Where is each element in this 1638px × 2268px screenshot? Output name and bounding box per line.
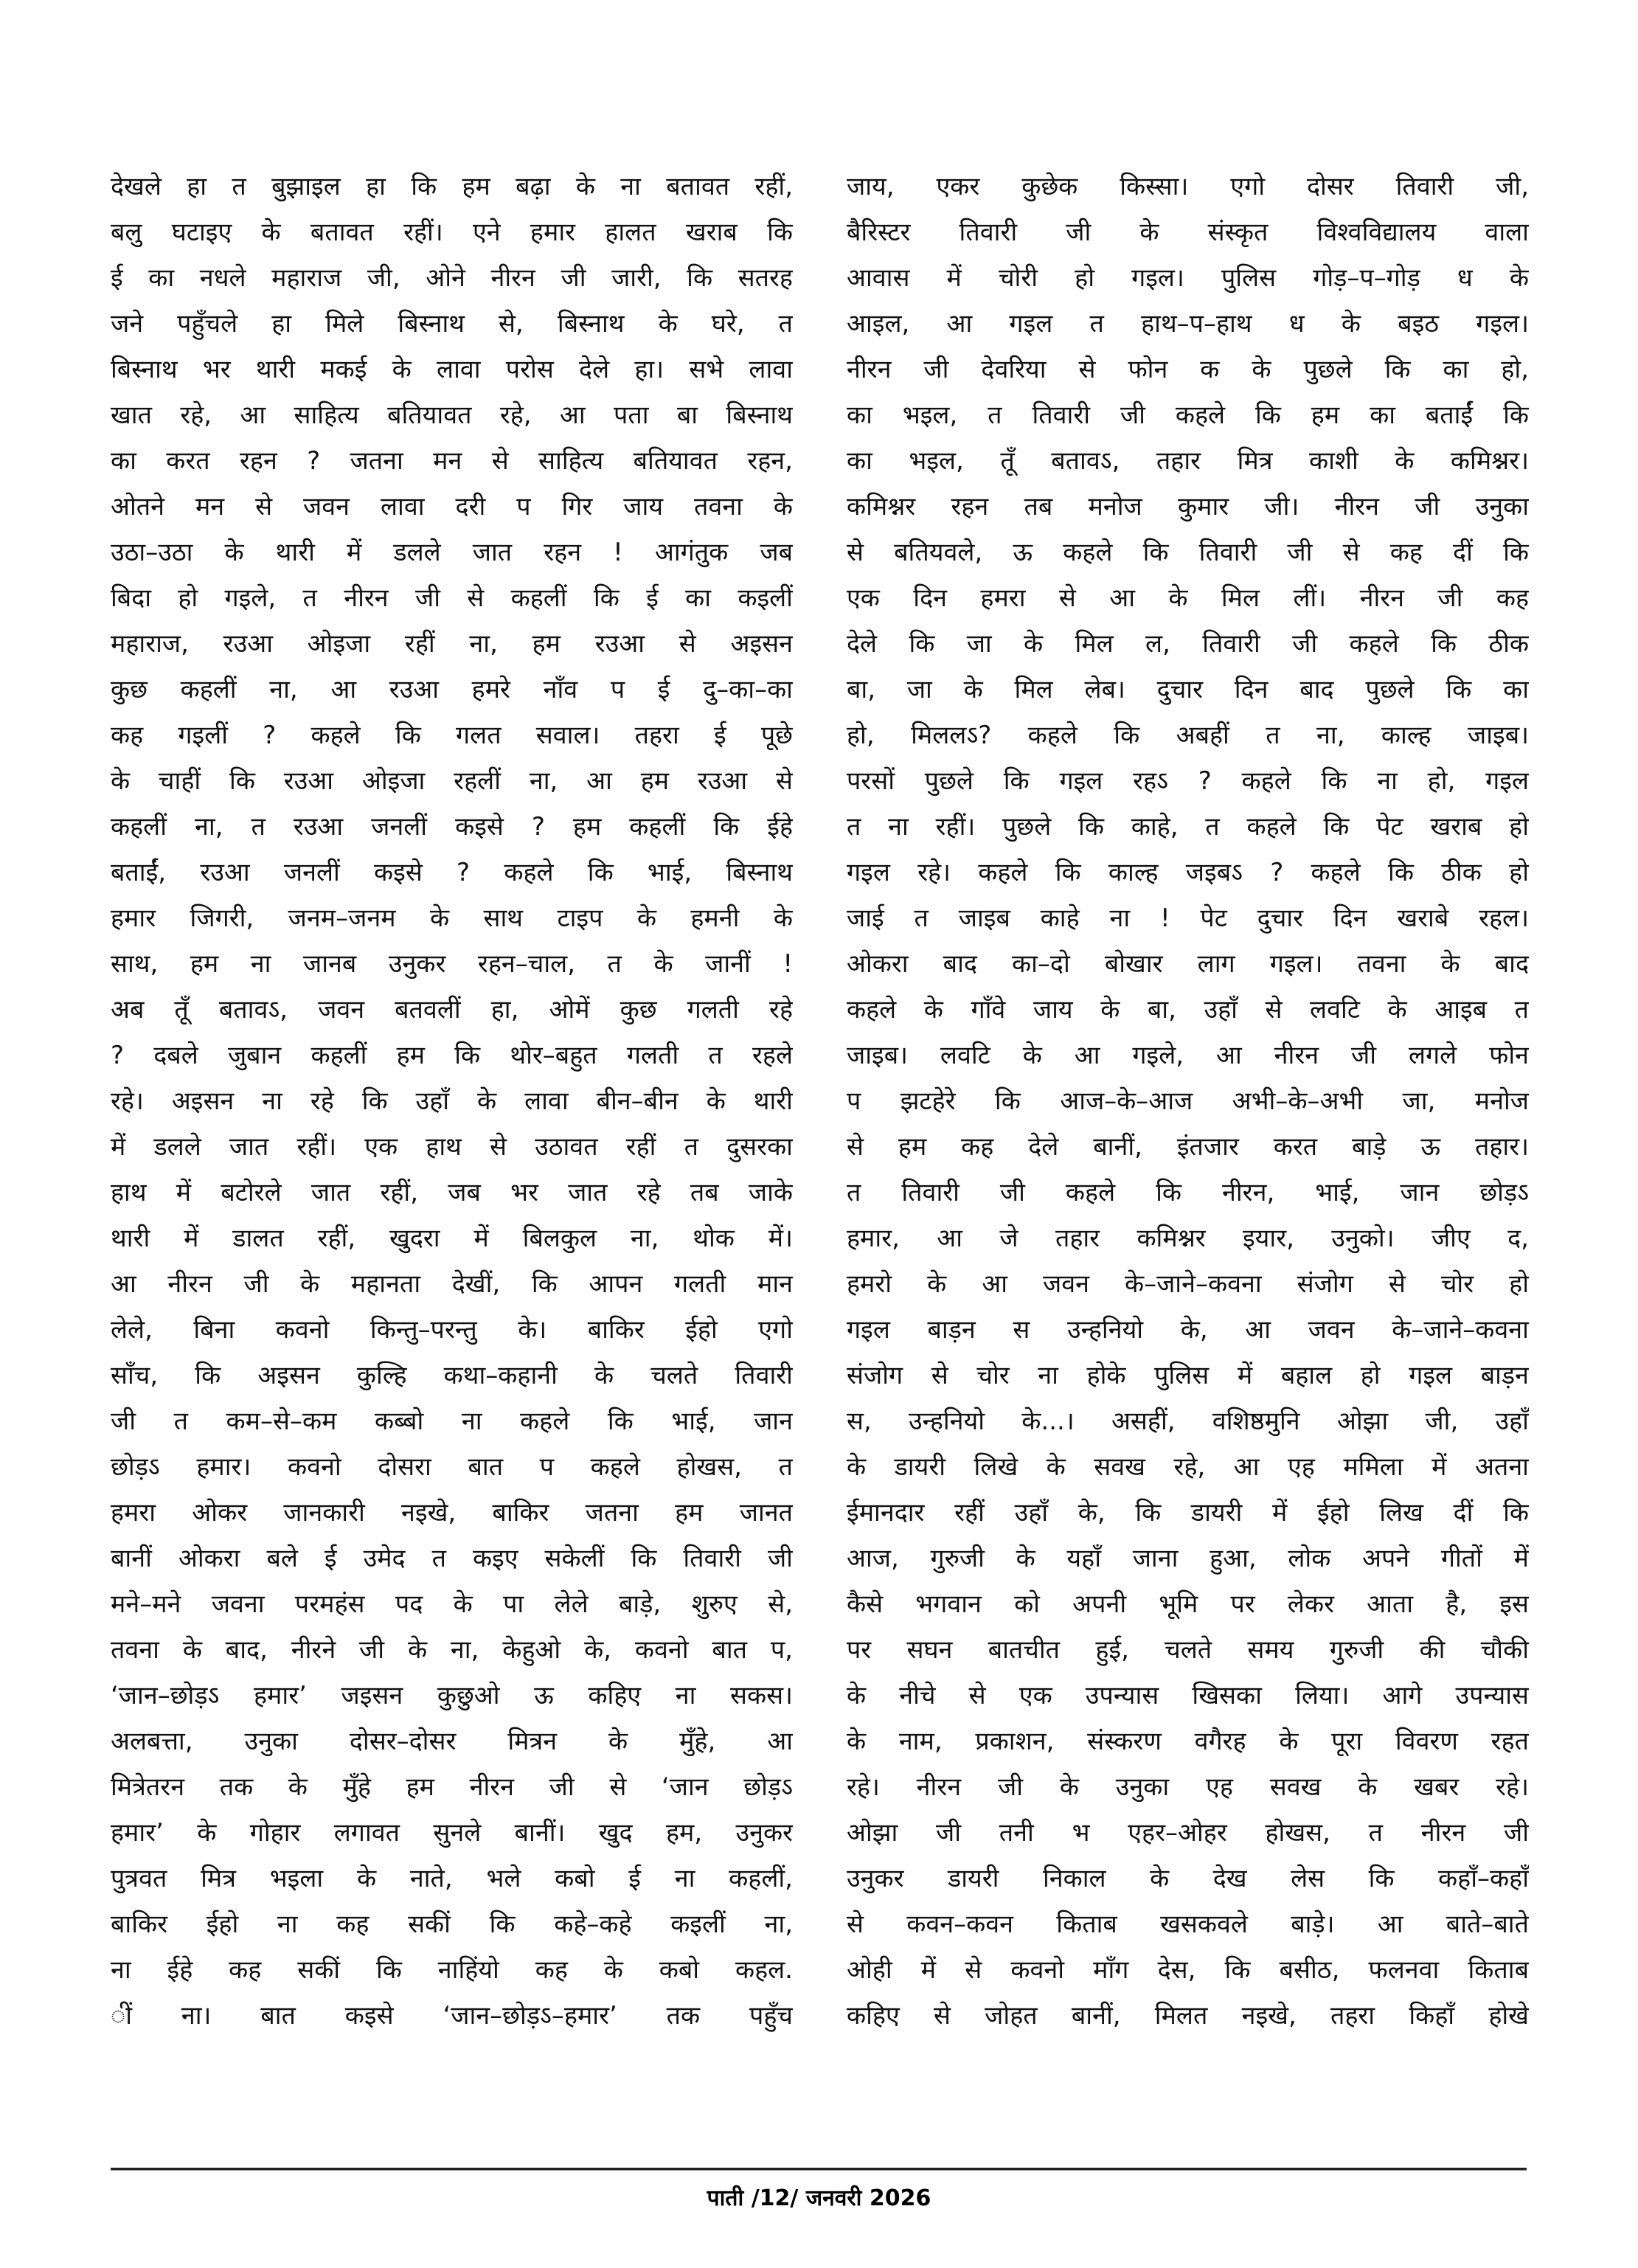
text-line: छोड़ऽ हमार। कवनो दोसरा बात प कहले होखस, त [111,1452,793,1482]
text-line: ओही में से कवनो माँग देस, कि बसीठ, फलनवा किताब [847,1955,1529,1985]
text-line: ओकरा बाद का–दो बोखार लाग गइल। तवना के बाद [847,949,1529,979]
text-line: के नाम, प्रकाशन, संस्करण वगैरह के पूरा विवरण रहत [847,1727,1529,1756]
text-line: का करत रहन ? जतना मन से साहित्य बतियावत रहन, [111,446,793,476]
text-line: अब तूँ बतावऽ, जवन बतवलीं हा, ओमें कुछ गलती रहे [111,995,793,1024]
text-line: से हम कह देले बानीं, इंतजार करत बाड़े ऊ तहार। [847,1132,1529,1162]
text-line: के चाहीं कि रउआ ओइजा रहलीं ना, आ हम रउआ से [111,766,793,796]
text-line: हमार, आ जे तहार कमिश्नर इयार, उनुको। जीए द, [847,1224,1529,1253]
text-line: कमिश्नर रहन तब मनोज कुमार जी। नीरन जी उनुका [847,492,1529,521]
text-line: हो, मिललऽ? कहले कि अबहीं त ना, काल्ह जाइब। [847,721,1529,750]
text-line: ई का नधले महाराज जी, ओने नीरन जी जारी, कि सतरह [111,263,793,293]
text-line: जने पहुँचले हा मिले बिस्नाथ से, बिस्नाथ के घरे, त [111,309,793,339]
text-line: आज, गुरुजी के यहाँ जाना हुआ, लोक अपने गीतों में [847,1544,1529,1573]
text-line: तवना के बाद, नीरने जी के ना, केहुओ के, कवनो बात प, [111,1635,793,1665]
text-line: गइल रहे। कहले कि काल्ह जइबऽ ? कहले कि ठीक हो [847,858,1529,887]
text-line: खात रहे, आ साहित्य बतियावत रहे, आ पता बा बिस्नाथ [111,400,793,430]
text-line: परसों पुछले कि गइल रहऽ ? कहले कि ना हो, गइल [847,766,1529,796]
text-line: हमरो के आ जवन के–जाने–कवना संजोग से चोर हो [847,1269,1529,1299]
text-line: त ना रहीं। पुछले कि काहे, त कहले कि पेट खराब हो [847,812,1529,842]
text-line: से बतियवले, ऊ कहले कि तिवारी जी से कह दीं कि [847,538,1529,567]
text-line: साँच, कि अइसन कुल्हि कथा–कहानी के चलते तिवारी [111,1361,793,1390]
text-column-left [111,164,793,2039]
text-line: देखले हा त बुझाइल हा कि हम बढ़ा के ना बतावत रहीं, [111,172,793,201]
text-line: से कवन–कवन किताब खसकवले बाड़े। आ बाते–बाते [847,1910,1529,1939]
text-line: में डलले जात रहीं। एक हाथ से उठावत रहीं त दुसरका [111,1132,793,1162]
text-line: स, उन्हनियो के...। असहीं, वशिष्ठमुनि ओझा जी, उहाँ [847,1407,1529,1436]
text-line: देले कि जा के मिल ल, तिवारी जी कहले कि ठीक [847,629,1529,659]
text-line: बिदा हो गइले, त नीरन जी से कहलीं कि ई का कइलीं [111,583,793,613]
text-line: कैसे भगवान को अपनी भूमि पर लेकर आता है, इस [847,1589,1529,1619]
text-line: हाथ में बटोरले जात रहीं, जब भर जात रहे तब जाके [111,1178,793,1207]
text-line: हमार’ के गोहार लगावत सुनले बानीं। खुद हम, उनुकर [111,1818,793,1848]
text-line: बानीं ओकरा बले ई उमेद त कइए सकेलीं कि तिवारी जी [111,1544,793,1573]
text-line: बलु घटाइए के बतावत रहीं। एने हमार हालत खराब कि [111,218,793,247]
text-line: पर सघन बातचीत हुई, चलते समय गुरुजी की चौकी [847,1635,1529,1665]
text-line: बा, जा के मिल लेब। दुचार दिन बाद पुछले कि का [847,675,1529,704]
text-line: प झटहेरे कि आज–के–आज अभी–के–अभी जा, मनोज [847,1086,1529,1116]
text-line: एक दिन हमरा से आ के मिल लीं। नीरन जी कह [847,583,1529,613]
text-line: आवास में चोरी हो गइल। पुलिस गोड़–प–गोड़ ध के [847,263,1529,293]
text-line: जाय, एकर कुछेक किस्सा। एगो दोसर तिवारी जी, [847,172,1529,201]
text-line: कह गइलीं ? कहले कि गलत सवाल। तहरा ई पूछे [111,721,793,750]
text-line: कहिए से जोहत बानीं, मिलत नइखे, तहरा किहाँ होखे [847,2001,1529,2031]
text-line: ईमानदार रहीं उहाँ के, कि डायरी में ईहो लिख दीं कि [847,1498,1529,1527]
text-line: लेले, बिना कवनो किन्तु–परन्तु के। बाकिर ईहो एगो [111,1315,793,1345]
text-line: का भइल, तूँ बतावऽ, तहार मित्र काशी के कमिश्नर। [847,446,1529,476]
text-line: कुछ कहलीं ना, आ रउआ हमरे नॉंव प ई दु–का–का [111,675,793,704]
text-line: के डायरी लिखे के सवख रहे, आ एह ममिला में अतना [847,1452,1529,1482]
text-line: उनुकर डायरी निकाल के देख लेस कि कहाँ–कहाँ [847,1864,1529,1893]
text-line: कहले के गाँवे जाय के बा, उहाँ से लवटि के आइब त [847,995,1529,1024]
text-line: संजोग से चोर ना होके पुलिस में बहाल हो गइल बाड़न [847,1361,1529,1390]
text-line: ओतने मन से जवन लावा दरी प गिर जाय तवना के [111,492,793,521]
text-line: आइल, आ गइल त हाथ–प–हाथ ध के बइठ गइल। [847,309,1529,339]
text-line: जाइब। लवटि के आ गइले, आ नीरन जी लगले फोन [847,1041,1529,1070]
text-line: बिस्नाथ भर थारी मकई के लावा परोस देले हा। सभे लावा [111,355,793,384]
text-line: महाराज, रउआ ओइजा रहीं ना, हम रउआ से अइसन [111,629,793,659]
text-line: त तिवारी जी कहले कि नीरन, भाई, जान छोड़ऽ [847,1178,1529,1207]
text-column-right [847,164,1529,2039]
text-line: जाई त जाइब काहे ना ! पेट दुचार दिन खराबे रहल। [847,904,1529,933]
text-line: आ नीरन जी के महानता देखीं, कि आपन गलती मान [111,1269,793,1299]
text-line: बाकिर ईहो ना कह सकीं कि कहे–कहे कइलीं ना, [111,1910,793,1939]
text-line: हमरा ओकर जानकारी नइखे, बाकिर जतना हम जानत [111,1498,793,1527]
text-line: ओझा जी तनी भ एहर–ओहर होखस, त नीरन जी [847,1818,1529,1848]
text-line: ीं ना। बात कइसे ‘जान–छोड़ऽ–हमार’ तक पहुँच [111,2001,793,2031]
text-line: रहे। नीरन जी के उनुका एह सवख के खबर रहे। [847,1772,1529,1802]
text-line: कहलीं ना, त रउआ जनलीं कइसे ? हम कहलीं कि ईहे [111,812,793,842]
text-line: गइल बाड़न स उन्हनियो के, आ जवन के–जाने–कवना [847,1315,1529,1345]
text-line: ? दबले जुबान कहलीं हम कि थोर–बहुत गलती त रहले [111,1041,793,1070]
text-line: ‘जान–छोड़ऽ हमार’ जइसन कुछुओ ऊ कहिए ना सकस। [111,1681,793,1710]
text-line: साथ, हम ना जानब उनुकर रहन–चाल, त के जानीं ! [111,949,793,979]
text-line: के नीचे से एक उपन्यास खिसका लिया। आगे उपन्यास [847,1681,1529,1710]
text-line: मने–मने जवना परमहंस पद के पा लेले बाड़े, शुरुए से, [111,1589,793,1619]
text-line: पुत्रवत मित्र भइला के नाते, भले कबो ई ना कहलीं, [111,1864,793,1893]
text-line: जी त कम–से–कम कब्बो ना कहले कि भाई, जान [111,1407,793,1436]
text-line: का भइल, त तिवारी जी कहले कि हम का बताईं कि [847,400,1529,430]
text-line: नीरन जी देवरिया से फोन क के पुछले कि का हो, [847,355,1529,384]
text-line: बैरिस्टर तिवारी जी के संस्कृत विश्वविद्यालय वाला [847,218,1529,247]
text-line: रहे। अइसन ना रहे कि उहाँ के लावा बीन–बीन के थारी [111,1086,793,1116]
page-footer: पाती /12/ जनवरी 2026 [707,2185,931,2211]
text-line: बताईं, रउआ जनलीं कइसे ? कहले कि भाई, बिस्नाथ [111,858,793,887]
text-line: अलबत्ता, उनुका दोसर–दोसर मित्रन के मुँहे, आ [111,1727,793,1756]
text-line: मित्रेतरन तक के मुँहे हम नीरन जी से ‘जान छोड़ऽ [111,1772,793,1802]
text-line: हमार जिगरी, जनम–जनम के साथ टाइप के हमनी के [111,904,793,933]
text-line: ना ईहे कह सकीं कि नाहिंयो कह के कबो कहल. [111,1955,793,1985]
footer-divider [111,2168,1527,2171]
text-line: उठा–उठा के थारी में डलले जात रहन ! आगंतुक जब [111,538,793,567]
text-line: थारी में डालत रहीं, खुदरा में बिलकुल ना, थोक में। [111,1224,793,1253]
